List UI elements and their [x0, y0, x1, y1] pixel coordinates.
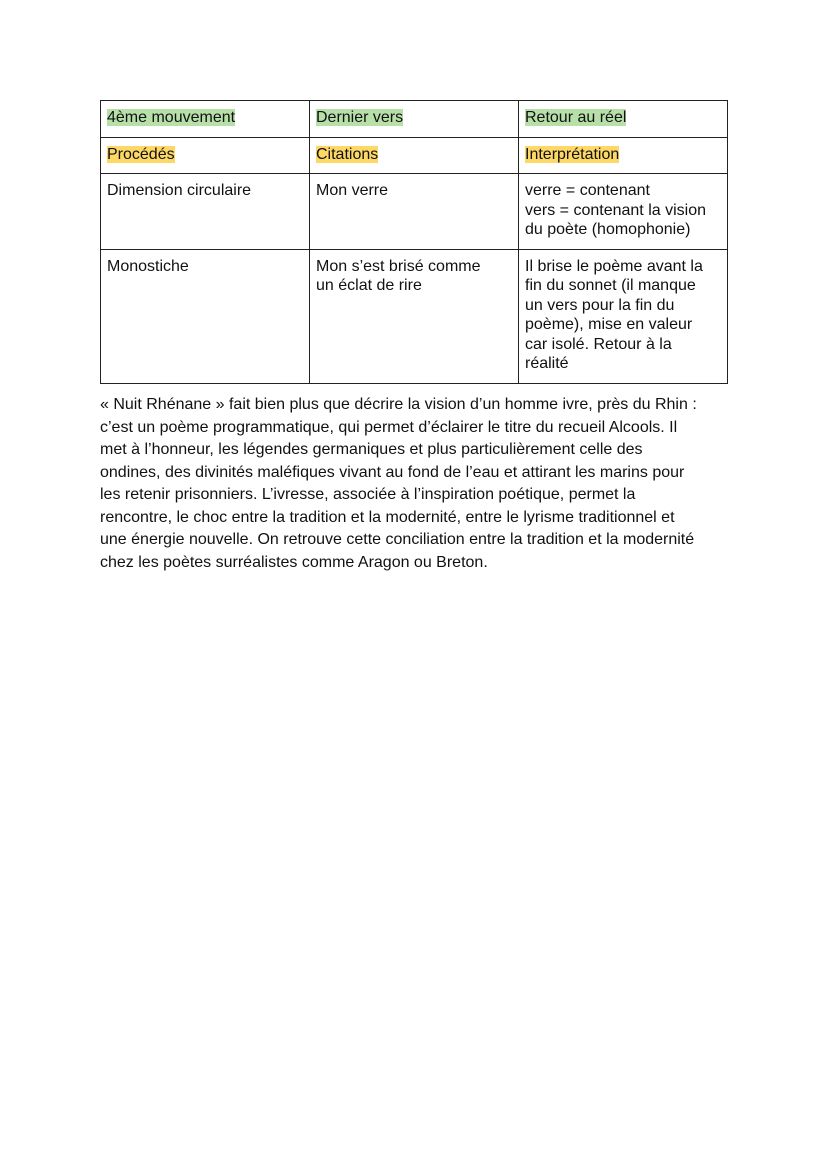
table-cell	[101, 137, 310, 174]
table-row	[101, 174, 728, 250]
interpretation-cell	[519, 174, 728, 250]
interpretation-line: Il brise le poème avant la	[525, 257, 703, 275]
paragraph-line: les retenir prisonniers. L’ivresse, associée à l’inspiration poétique, permet la	[100, 486, 636, 503]
subheader-interpretation: Interprétation	[525, 145, 620, 163]
procede-text: Monostiche	[107, 257, 189, 275]
table-cell	[101, 101, 310, 138]
table-header-row	[101, 101, 728, 138]
citation-line: Mon s’est brisé comme	[316, 257, 481, 275]
paragraph-line: c’est un poème programmatique, qui permet d’éclairer le titre du recueil Alcools. Il	[100, 418, 678, 436]
conclusion-paragraph	[100, 394, 730, 574]
table-subheader-row	[101, 137, 728, 174]
paragraph-line: chez les poètes surréalistes comme Aragon ou Breton.	[100, 553, 488, 571]
interpretation-line: vers = contenant la vision	[525, 201, 706, 219]
interpretation-line: poème), mise en valeur	[525, 316, 693, 333]
table-cell	[310, 101, 519, 138]
procede-cell	[101, 249, 310, 383]
paragraph-line: une énergie nouvelle. On retrouve cette conciliation entre la tradition et la modernité	[100, 531, 695, 548]
paragraph-line: met à l’honneur, les légendes germaniques et plus particulièrement celle des	[100, 441, 643, 458]
procede-text: Dimension circulaire	[107, 182, 252, 199]
header-last-verse: Dernier vers	[316, 109, 404, 126]
citation-cell	[310, 249, 519, 383]
citation-text: Mon verre	[316, 182, 389, 199]
header-movement: 4ème mouvement	[107, 109, 236, 126]
interpretation-line: fin du sonnet (il manque	[525, 277, 696, 294]
paragraph-line: « Nuit Rhénane » fait bien plus que décrire la vision d’un homme ivre, près du Rhin :	[100, 396, 697, 413]
table-cell	[310, 137, 519, 174]
interpretation-line: car isolé. Retour à la	[525, 335, 672, 353]
interpretation-cell	[519, 249, 728, 383]
interpretation-line: réalité	[525, 355, 569, 372]
interpretation-line: un vers pour la fin du	[525, 296, 675, 314]
table-cell	[519, 101, 728, 138]
citation-cell	[310, 174, 519, 250]
analysis-table	[100, 100, 728, 384]
subheader-citations: Citations	[316, 145, 379, 163]
subheader-procedes: Procédés	[107, 145, 175, 163]
paragraph-line: rencontre, le choc entre la tradition et la modernité, entre le lyrisme traditionnel et	[100, 508, 675, 526]
paragraph-line: ondines, des divinités maléfiques vivant au fond de l’eau et attirant les marins pour	[100, 463, 685, 481]
table-cell	[519, 137, 728, 174]
interpretation-line: verre = contenant	[525, 182, 650, 199]
interpretation-line: du poète (homophonie)	[525, 221, 691, 238]
header-return-to-real: Retour au réel	[525, 109, 627, 126]
citation-line: un éclat de rire	[316, 277, 422, 294]
table-row	[101, 249, 728, 383]
procede-cell	[101, 174, 310, 250]
